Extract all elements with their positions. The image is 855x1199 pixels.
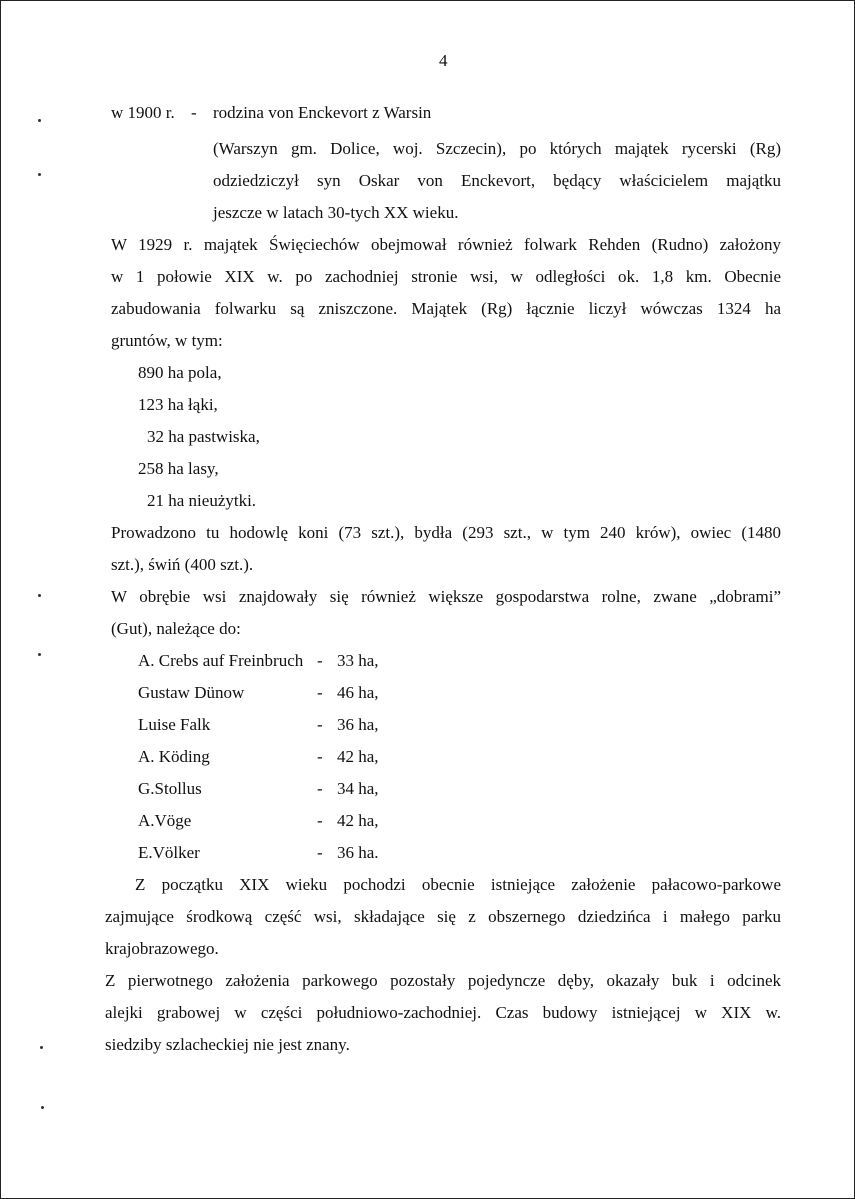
entry-date: w 1900 r. (111, 103, 175, 122)
paragraph-line: Z pierwotnego założenia parkowego pozostały pojedyncze dęby, okazały buk i odcinek (105, 971, 781, 990)
holder-dash: - (317, 715, 323, 734)
land-item: 21 ha nieużytki. (147, 491, 257, 510)
paragraph-line: siedziby szlacheckiej nie jest znany. (105, 1035, 350, 1054)
paragraph-line: szt.), świń (400 szt.). (111, 555, 254, 574)
holder-name: A. Crebs auf Freinbruch (138, 651, 304, 670)
scan-speck (38, 173, 41, 176)
scan-speck (41, 1106, 44, 1109)
entry-line: odziedziczył syn Oskar von Enckevort, będący właścicielem majątku (213, 171, 781, 190)
paragraph-line: gruntów, w tym: (111, 331, 223, 350)
paragraph-line: W obrębie wsi znajdowały się również większe gospodarstwa rolne, zwane „dobrami” (111, 587, 781, 606)
holder-area: 34 ha, (337, 779, 379, 798)
holder-dash: - (317, 683, 323, 702)
land-item: 123 ha łąki, (138, 395, 218, 414)
holder-area: 36 ha, (337, 715, 379, 734)
holder-dash: - (317, 811, 323, 830)
scan-speck (38, 653, 41, 656)
paragraph-line: w 1 połowie XIX w. po zachodniej stronie wsi, w odległości ok. 1,8 km. Obecnie (111, 267, 781, 286)
paragraph-line: W 1929 r. majątek Święciechów obejmował również folwark Rehden (Rudno) założony (111, 235, 781, 254)
paragraph-line: Prowadzono tu hodowlę koni (73 szt.), bydła (293 szt., w tym 240 krów), owiec (1480 (111, 523, 781, 542)
land-item: 32 ha pastwiska, (147, 427, 260, 446)
entry-line: (Warszyn gm. Dolice, woj. Szczecin), po których majątek rycerski (Rg) (213, 139, 781, 158)
holder-area: 36 ha. (337, 843, 379, 862)
paragraph-line: alejki grabowej w części południowo-zachodniej. Czas budowy istniejącej w XIX w. (105, 1003, 781, 1022)
entry-dash: - (191, 103, 197, 122)
holder-area: 33 ha, (337, 651, 379, 670)
entry-line: jeszcze w latach 30-tych XX wieku. (213, 203, 459, 222)
paragraph-line: zajmujące środkową część wsi, składające się z obszernego dziedzińca i małego parku (105, 907, 781, 926)
scan-speck (38, 119, 41, 122)
entry-first-line: rodzina von Enckevort z Warsin (213, 103, 432, 122)
land-item: 890 ha pola, (138, 363, 222, 382)
holder-name: A. Köding (138, 747, 210, 766)
holder-dash: - (317, 747, 323, 766)
land-item: 258 ha lasy, (138, 459, 219, 478)
holder-dash: - (317, 843, 323, 862)
holder-area: 46 ha, (337, 683, 379, 702)
paragraph-line: Z początku XIX wieku pochodzi obecnie istniejące założenie pałacowo-parkowe (135, 875, 781, 894)
holder-dash: - (317, 779, 323, 798)
paragraph-line: zabudowania folwarku są zniszczone. Majątek (Rg) łącznie liczył wówczas 1324 ha (111, 299, 781, 318)
holder-name: Luise Falk (138, 715, 211, 734)
page-number: 4 (439, 51, 448, 70)
holder-name: Gustaw Dünow (138, 683, 245, 702)
holder-area: 42 ha, (337, 811, 379, 830)
holder-name: G.Stollus (138, 779, 202, 798)
holder-area: 42 ha, (337, 747, 379, 766)
scan-speck (38, 594, 41, 597)
paragraph-line: (Gut), należące do: (111, 619, 241, 638)
paragraph-line: krajobrazowego. (105, 939, 219, 958)
holder-dash: - (317, 651, 323, 670)
holder-name: E.Völker (138, 843, 200, 862)
scan-speck (40, 1046, 43, 1049)
holder-name: A.Vöge (138, 811, 192, 830)
